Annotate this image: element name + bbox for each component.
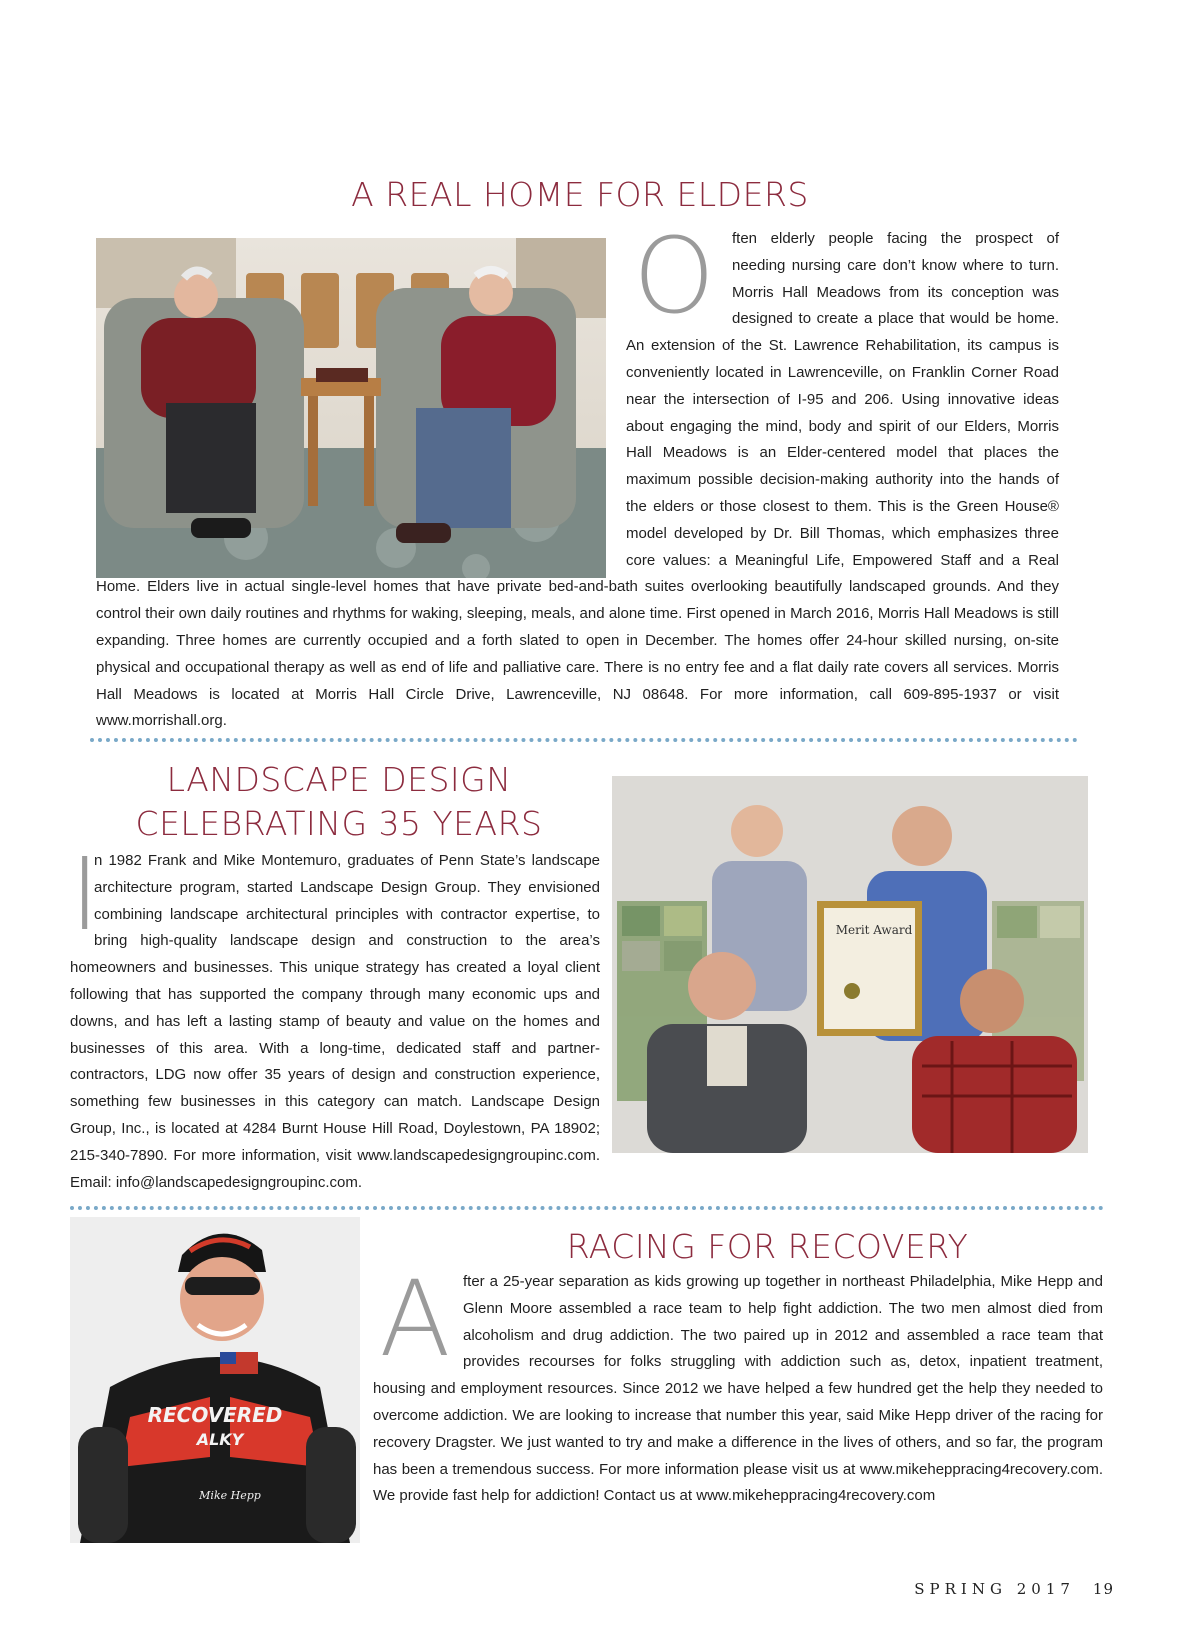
- article1-body: [96, 215, 1059, 735]
- article1-dropcap: O: [633, 215, 715, 337]
- page-number: 19: [1092, 1580, 1114, 1598]
- section-divider: [70, 1206, 1104, 1210]
- section-divider: [90, 738, 1078, 742]
- landscape-team-photo-image: [612, 776, 1088, 1153]
- page-footer: [914, 1580, 1114, 1598]
- article2-dropcap: I: [70, 836, 100, 953]
- article3-text: fter a 25-year separation as kids growing up together in northeast Philadelphia, Mike Hepp and Glenn Moore assembled a race team to help fight addiction. The two men almost died from alcoholism and drug addiction. The two paired up in 2012 and assembled a race team that provides recourses for folks struggling with addiction such as, detox, inpatient treatment, housing and employment resources. Since 2012 we have helped a few hundred get the help they needed to overcome addiction. We are looking to increase that number this year, said Mike Hepp driver of the racing for recovery Dragster. We just wanted to try and make a difference in the lives of others, and so far, the program has been a tremendous success. For more information please visit us at www.mikeheppracing4recovery.com. We provide fast help for addiction! Contact us at www.mikeheppracing4recovery.com: [373, 1273, 1103, 1505]
- article2-text: n 1982 Frank and Mike Montemuro, graduates of Penn State’s landscape architecture program, started Landscape Design Group. They envisioned combining landscape architectural principles with contractor expertise, to bring high-quality landscape design and construction to the area’s homeowners and businesses. This unique strategy has created a loyal client following that has supported the company through many economic ups and downs, and has left a lasting stamp of beauty and value on the homes and businesses of this area. With a long-time, dedicated staff and partner-contractors, LDG now offer 35 years of design and construction experience, something few businesses in this category can match. Landscape Design Group, Inc., is located at 4284 Burnt House Hill Road, Doylestown, PA 18902; 215-340-7890. For more information, visit www.landscapedesigngroupinc.com. Email: info@landscapedesigngroupinc.com.: [70, 852, 600, 1191]
- article1-text: ften elderly people facing the prospect of needing nursing care don’t know where to turn. Morris Hall Meadows from its conception was designed to create a place that would be home. An extension of the St. Lawrence Rehabilitation, its campus is conveniently located in Lawrenceville, on Franklin Corner Road near the intersection of I-95 and 206. Using innovative ideas about engaging the mind, body and spirit of our Elders, Morris Hall Meadows is an Elder-centered model that places the maximum possible decision-making authority into the hands of the elders or those closest to them. This is the Green House® model developed by Dr. Bill Thomas, which emphasizes three core values: a Meaningful Life, Empowered Staff and a Real Home. Elders live in actual single-level homes that have private bed-and-bath suites overlooking beautifully landscaped grounds. And they control their own daily routines and rhythms for waking, sleeping, meals, and alone time. First opened in March 2016, Morris Hall Meadows is still expanding. Three homes are currently occupied and a forth slated to open in December. The homes offer 24-hour skilled nursing, on-site physical and occupational therapy as well as end of life and palliative care. There is no entry fee and a flat daily rate covers all services. Morris Hall Meadows is located at Morris Hall Circle Drive, Lawrenceville, NJ 08648. For more information, call 609-895-1937 or visit www.morrishall.org.: [96, 230, 1059, 730]
- suit-text-1: RECOVERED: [147, 1403, 283, 1427]
- suit-signature: Mike Hepp: [199, 1489, 261, 1502]
- article3-dropcap: A: [379, 1258, 451, 1380]
- article2-title-line2: CELEBRATING 35 YEARS: [135, 804, 543, 843]
- merit-award-text: Merit Award: [835, 923, 913, 937]
- landscape-team-photo: [612, 776, 1088, 1153]
- racer-photo: [70, 1217, 360, 1543]
- article3-body: [373, 1258, 1103, 1510]
- article2-body: [70, 836, 600, 1196]
- article3-title: RACING FOR RECOVERY: [566, 1227, 969, 1266]
- racer-photo-image: [70, 1217, 360, 1543]
- article2-title-line1: LANDSCAPE DESIGN: [166, 760, 512, 799]
- suit-text-2: ALKY: [196, 1430, 244, 1449]
- article1-title: A REAL HOME FOR ELDERS: [351, 175, 809, 214]
- footer-season: SPRING 2017: [914, 1580, 1075, 1598]
